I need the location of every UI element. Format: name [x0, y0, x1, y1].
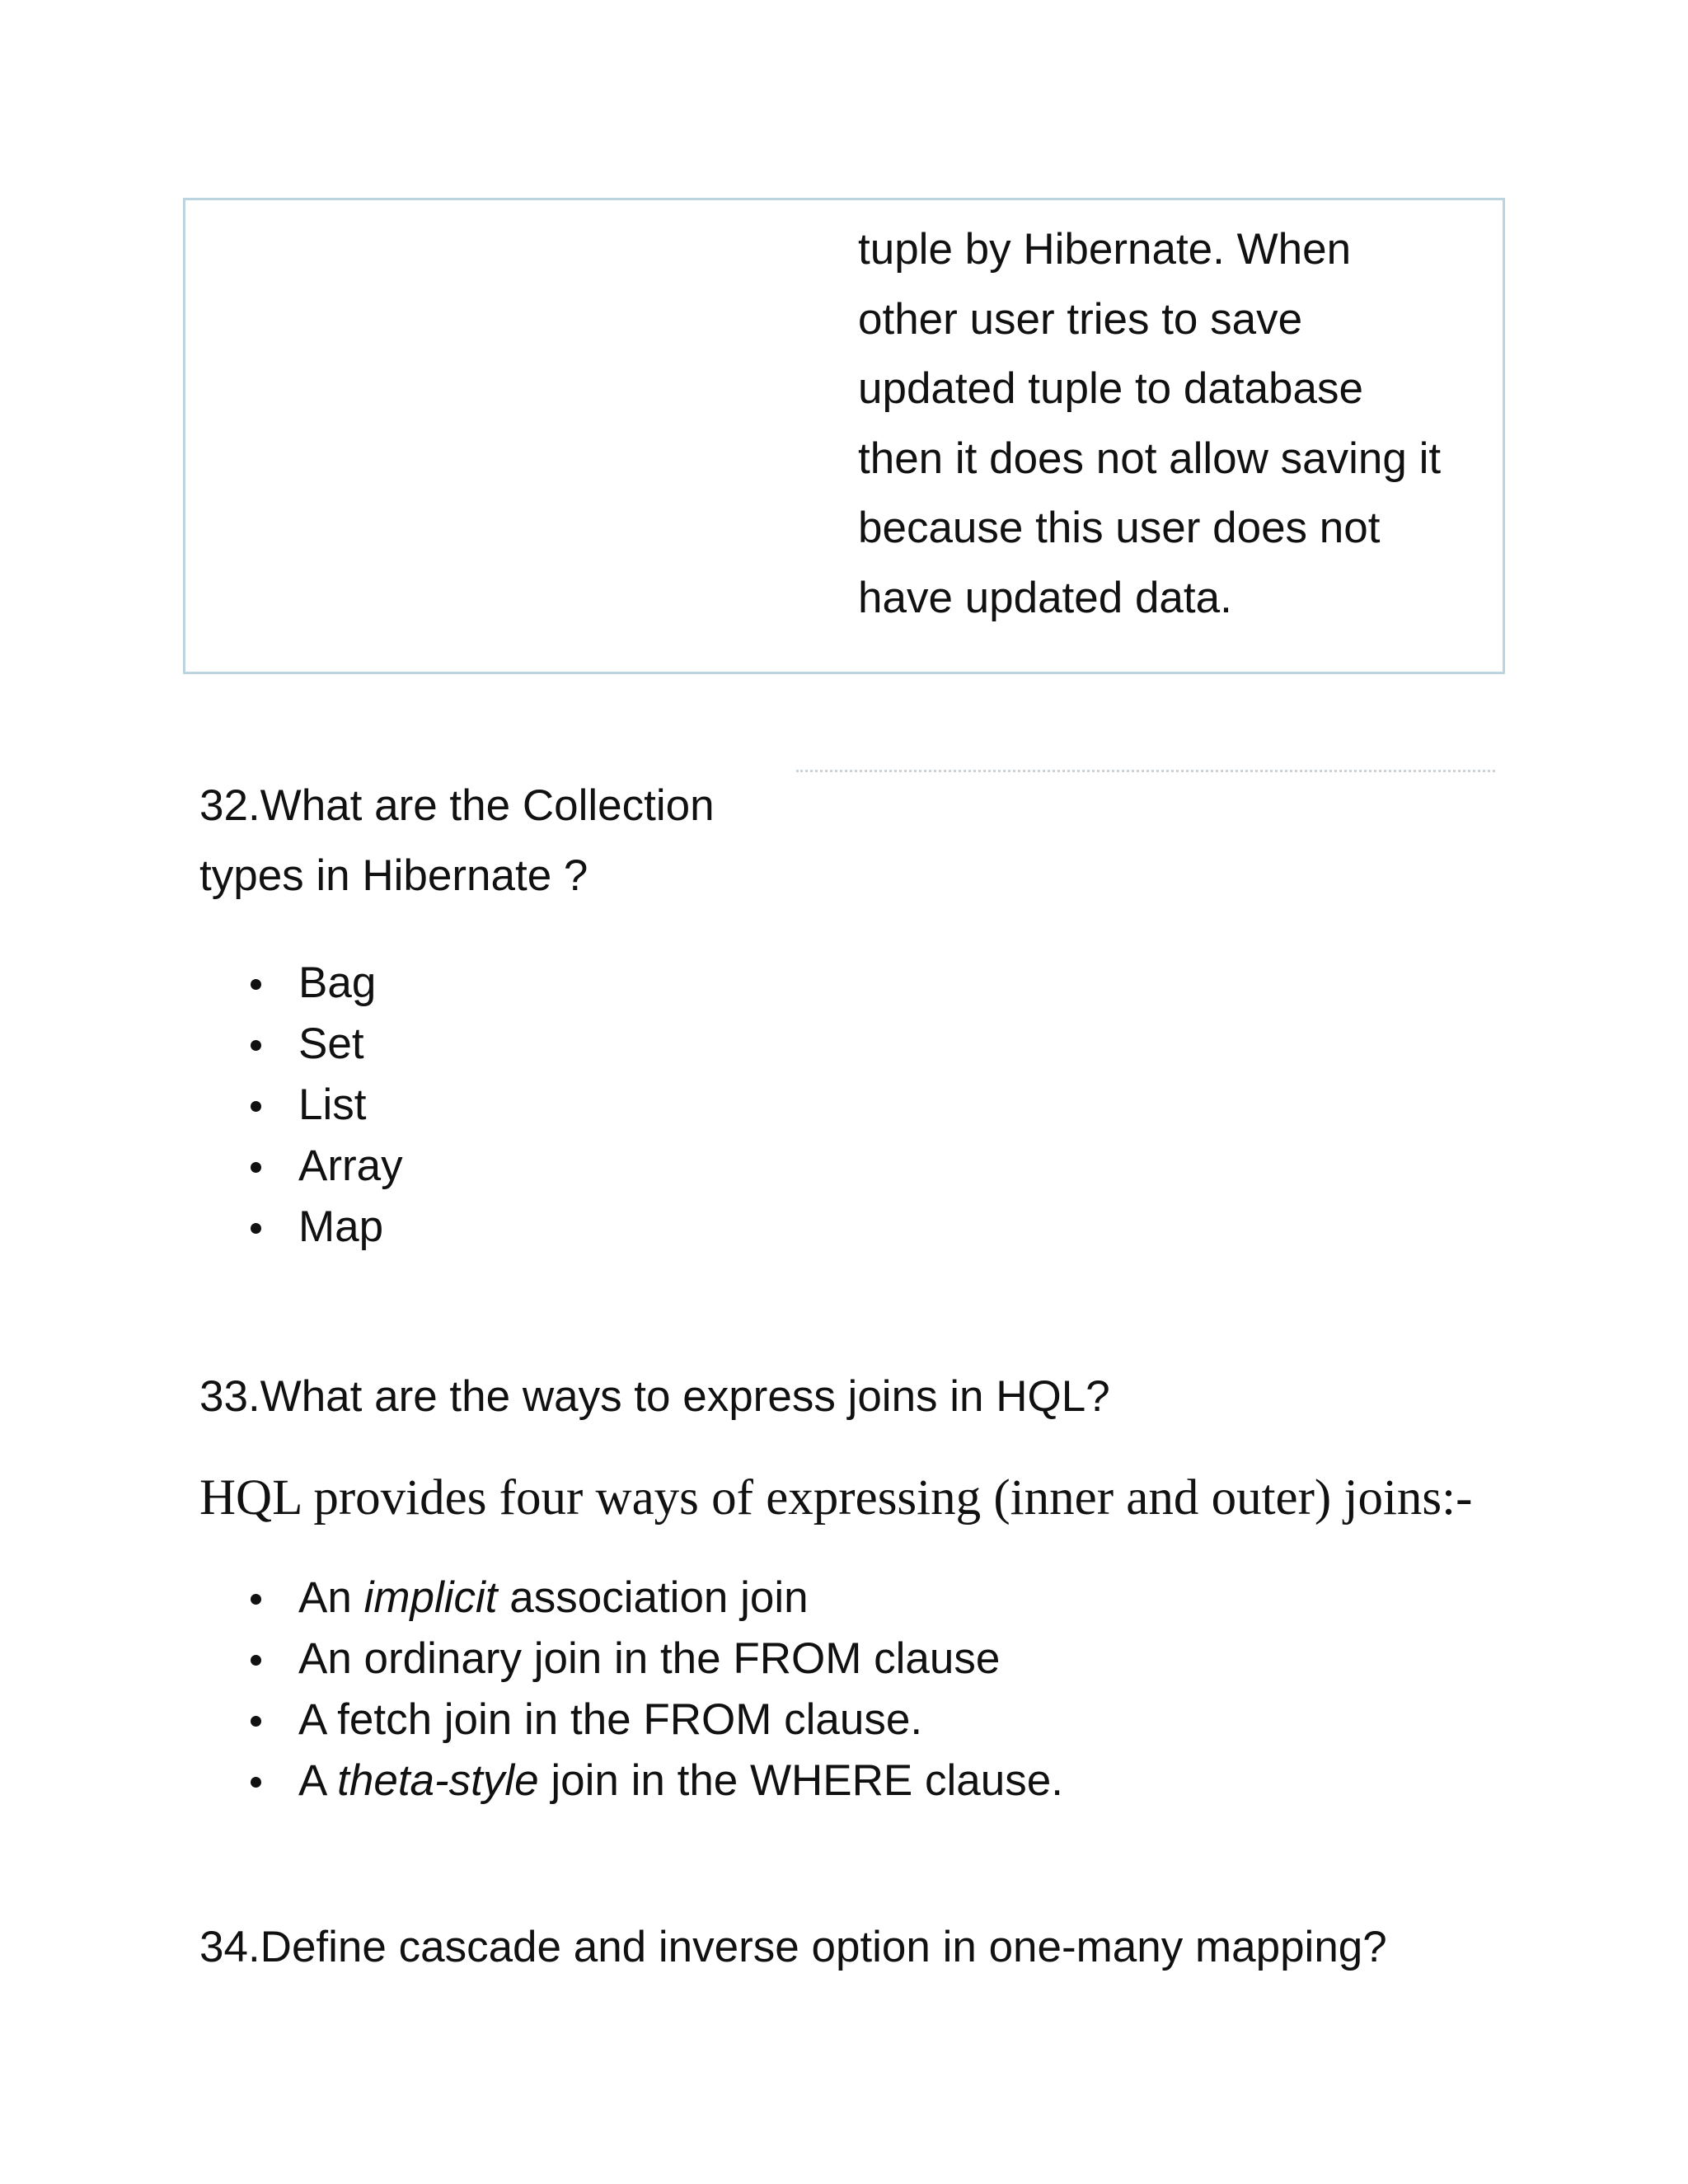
collection-types-list — [199, 953, 403, 1258]
list-item-text: An ordinary join in the FROM clause — [298, 1634, 1001, 1683]
list-item-text: Array — [298, 1141, 403, 1190]
bullet-icon — [251, 1594, 261, 1605]
cell-text-line: other user tries to save — [858, 294, 1303, 344]
hql-intro-text: HQL provides four ways of expressing (inner and outer) joins:- — [199, 1470, 1473, 1526]
question-34-heading: 34.Define cascade and inverse option in one-many mapping? — [199, 1923, 1387, 1971]
list-item — [199, 1629, 1063, 1690]
list-item — [199, 1197, 403, 1258]
cell-text-line: then it does not allow saving it — [858, 434, 1442, 483]
list-item — [199, 1014, 403, 1075]
question-32-heading-line-2: types in Hibernate ? — [199, 851, 588, 900]
list-item-text-start: A — [298, 1756, 338, 1805]
list-item-text: A fetch join in the FROM clause. — [298, 1695, 923, 1744]
list-item-text-start: An — [298, 1573, 364, 1622]
list-item — [199, 1075, 403, 1136]
cell-text-line: because this user does not — [858, 504, 1381, 552]
list-item-emphasis: implicit — [363, 1573, 498, 1622]
bullet-icon — [251, 1777, 261, 1788]
list-item-text-end: association join — [497, 1573, 809, 1622]
bullet-icon — [251, 1716, 261, 1727]
list-item-text: Set — [298, 1019, 364, 1068]
table-right-cell — [858, 215, 1493, 633]
bullet-icon — [251, 1040, 261, 1051]
list-item-text: Map — [298, 1202, 384, 1251]
bullet-icon — [251, 1162, 261, 1173]
dotted-separator — [796, 770, 1495, 772]
cell-text-line: tuple by Hibernate. When — [858, 225, 1352, 274]
question-33-heading: 33.What are the ways to express joins in HQL? — [199, 1372, 1110, 1421]
cell-text-line: updated tuple to database — [858, 364, 1363, 413]
list-item-text-end: join in the WHERE clause. — [538, 1756, 1063, 1805]
join-ways-list — [199, 1568, 1063, 1811]
question-32-heading — [199, 771, 715, 911]
cell-text-line: have updated data. — [858, 573, 1232, 622]
bullet-icon — [251, 979, 261, 990]
list-item — [199, 1750, 1063, 1811]
table-continuation — [183, 198, 1505, 674]
list-item-text: Bag — [298, 958, 377, 1007]
list-item-text: List — [298, 1080, 367, 1129]
list-item — [199, 1690, 1063, 1750]
bullet-icon — [251, 1223, 261, 1234]
list-item-emphasis: theta-style — [337, 1756, 539, 1805]
bullet-icon — [251, 1655, 261, 1666]
list-item — [199, 1568, 1063, 1629]
list-item — [199, 953, 403, 1014]
bullet-icon — [251, 1101, 261, 1112]
question-32-heading-line-1: 32.What are the Collection — [199, 781, 715, 830]
list-item — [199, 1136, 403, 1197]
